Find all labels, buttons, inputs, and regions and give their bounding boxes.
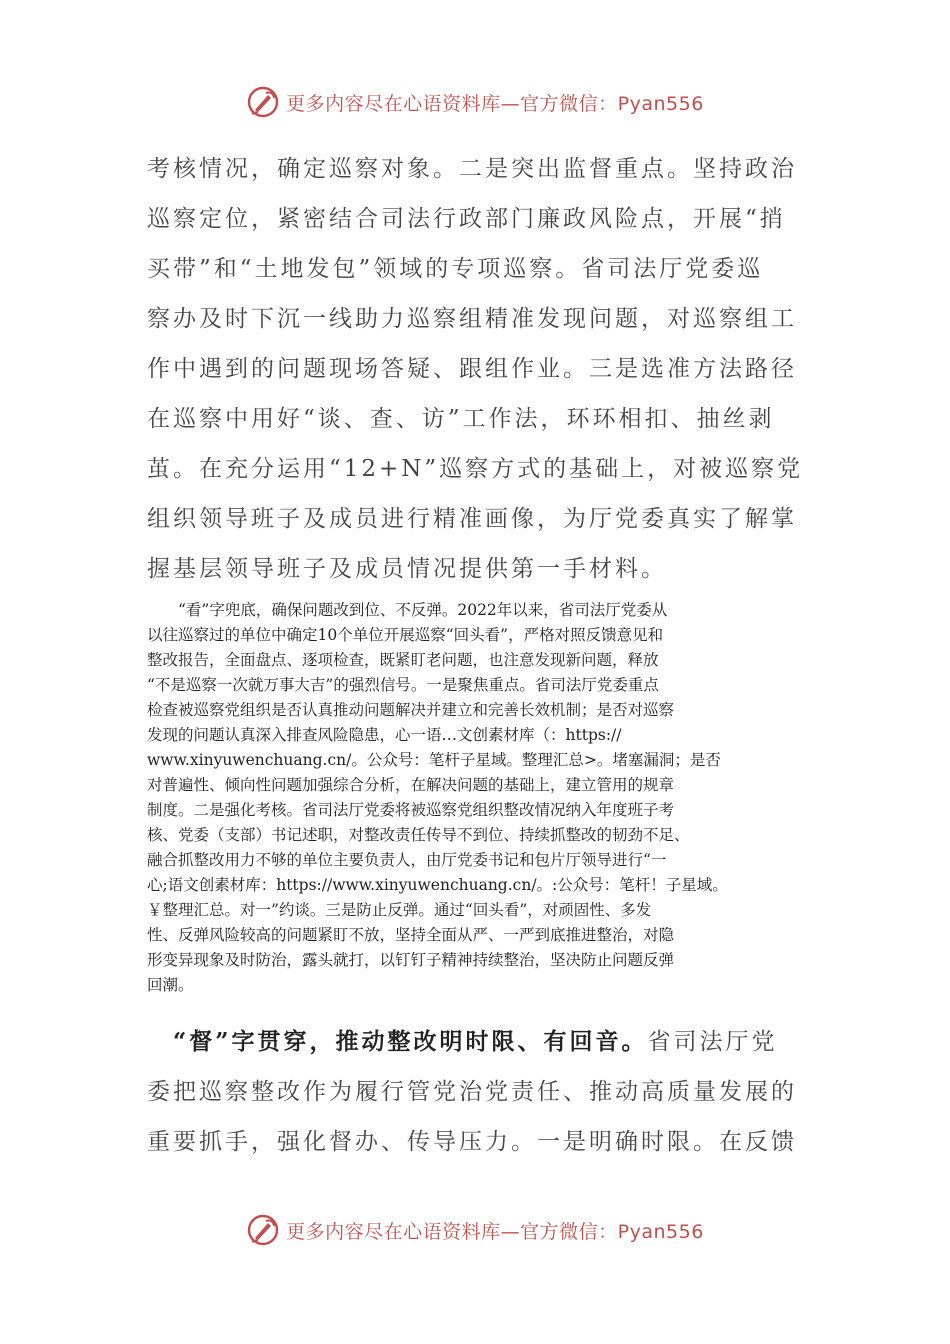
paragraph-1-line: 作中遇到的问题现场答疑、跟组作业。三是选准方法路径 (147, 356, 797, 382)
paragraph-2-line: 检查被巡察党组织是否认真推动问题解决并建立和完善长效机制；是否对巡察 (147, 701, 675, 719)
paragraph-1-line: 在巡察中用好“谈、查、访”工作法，环环相扣、抽丝剥 (147, 406, 775, 432)
paragraph-2-line: ￥整理汇总。对一”约谈。三是防止反弹。通过“回头看”，对顽固性、多发 (147, 901, 652, 919)
paragraph-1-line: 茧。在充分运用“12+N”巡察方式的基础上，对被巡察党 (147, 456, 804, 482)
paragraph-1-line: 握基层领导班子及成员情况提供第一手材料。 (147, 556, 667, 582)
banner-text: 更多内容尽在心语资料库—官方微信：Pyan556 (286, 92, 704, 115)
paragraph-2-line: 以往巡察过的单位中确定10个单位开展巡察“回头看”，严格对照反馈意见和 (147, 626, 664, 644)
paragraph-2-line: 整改报告，全面盘点、逐项检查，既紧盯老问题，也注意发现新问题，释放 (147, 651, 659, 669)
paragraph-1-line: 察办及时下沉一线助力巡察组精准发现问题，对巡察组工 (147, 306, 797, 332)
paragraph-2 (147, 598, 807, 998)
paragraph-2-line: 制度。二是强化考核。省司法厅党委将被巡察党组织整改情况纳入年度班子考 (147, 801, 675, 819)
paragraph-1-line: 买带”和“土地发包”领域的专项巡察。省司法厅党委巡 (147, 256, 764, 282)
paragraph-3-line: 重要抓手，强化督办、传导压力。一是明确时限。在反馈 (147, 1129, 797, 1155)
paragraph-2-line: 发现的问题认真深入排查风险隐患，心一语…文创素材库（：https:// (147, 726, 622, 744)
paragraph-2-line: 核、党委（支部）书记述职，对整改责任传导不到位、持续抓整改的韧劲不足、 (147, 826, 690, 844)
header-banner (0, 82, 950, 122)
paragraph-2-line: “不是巡察一次就万事大吉”的强烈信号。一是聚焦重点。省司法厅党委重点 (147, 676, 659, 694)
footer-banner (0, 1210, 950, 1250)
paragraph-1-line: 考核情况，确定巡察对象。二是突出监督重点。坚持政治 (147, 156, 797, 182)
paragraph-1 (147, 144, 807, 594)
pen-logo-icon (246, 85, 280, 119)
paragraph-1-line: 巡察定位，紧密结合司法行政部门廉政风险点，开展“捎 (147, 206, 786, 232)
paragraph-3-line: 委把巡察整改作为履行管党治党责任、推动高质量发展的 (147, 1079, 797, 1105)
paragraph-3-lead: “督”字贯穿，推动整改明时限、有回音。 (173, 1028, 648, 1055)
paragraph-2-line: 对普遍性、倾向性问题加强综合分析，在解决问题的基础上，建立管用的规章 (147, 776, 675, 794)
pen-logo-icon (246, 1213, 280, 1247)
paragraph-2-line: “看”字兜底，确保问题改到位、不反弹。2022年以来，省司法厅党委从 (147, 601, 668, 619)
paragraph-2-line: 融合抓整改用力不够的单位主要负责人，由厅党委书记和包片厅领导进行“一 (147, 851, 667, 869)
paragraph-2-line: www.xinyuwenchuang.cn/。公众号：笔杆子星域。整理汇总>。堵塞漏洞；是否 (147, 751, 721, 769)
paragraph-2-line: 心;语文创素材库：https://www.xinyuwenchuang.cn/。:公众号：笔杆！子星域。 (147, 876, 728, 894)
paragraph-3-first-line (147, 1017, 807, 1067)
paragraph-3-line-rest: 省司法厅党 (647, 1029, 778, 1055)
paragraph-2-line: 形变异现象及时防治，露头就打，以钉钉子精神持续整治，坚决防止问题反弹 (147, 951, 675, 969)
paragraph-2-line: 性、反弹风险较高的问题紧盯不放，坚持全面从严、一严到底推进整治，对隐 (147, 926, 675, 944)
paragraph-3 (147, 1017, 807, 1167)
banner-text: 更多内容尽在心语资料库—官方微信：Pyan556 (286, 1220, 704, 1243)
paragraph-2-line: 回潮。 (147, 976, 194, 994)
paragraph-1-line: 组织领导班子及成员进行精准画像，为厅党委真实了解掌 (147, 506, 797, 532)
